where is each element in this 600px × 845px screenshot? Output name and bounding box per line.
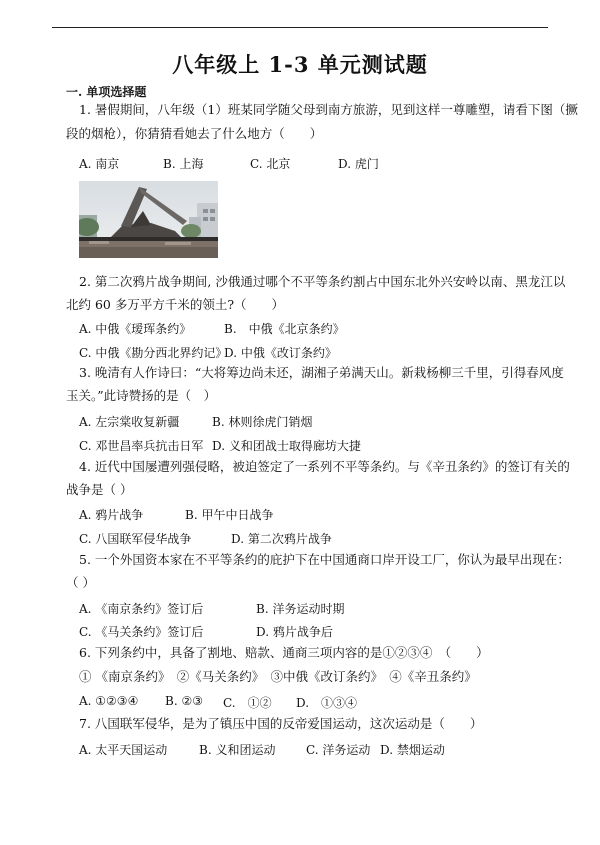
question-1-option-b: B. 上海 <box>163 157 204 171</box>
question-2-option-d: D. 中俄《改订条约》 <box>224 346 337 360</box>
question-7-option-d: D. 禁烟运动 <box>380 743 445 757</box>
question-6-line-1: 6. 下列条约中，具备了割地、赔款、通商三项内容的是①②③④ （ ） <box>79 645 489 660</box>
question-4-option-b: B. 甲午中日战争 <box>185 508 274 522</box>
question-6-option-b: B. ②③ <box>165 694 203 708</box>
question-7-line-1: 7. 八国联军侵华，是为了镇压中国的反帝爱国运动，这次运动是（ ） <box>79 716 483 731</box>
question-7-option-a: A. 太平天国运动 <box>79 743 168 757</box>
question-2-line-1: 2. 第二次鸦片战争期间, 沙俄通过哪个不平等条约割占中国东北外兴安岭以南、黑龙江以 <box>79 274 566 289</box>
question-3-option-b: B. 林则徐虎门销烟 <box>212 415 313 429</box>
sculpture-photo <box>79 181 218 258</box>
question-4-line-1: 4. 近代中国屡遭列强侵略，被迫签定了一系列不平等条约。与《辛丑条约》的签订有关的 <box>79 459 570 474</box>
question-7-option-c: C. 洋务运动 <box>306 743 371 757</box>
question-3-option-c: C. 邓世昌率兵抗击日军 <box>79 439 204 453</box>
question-5-option-d: D. 鸦片战争后 <box>256 625 333 639</box>
question-2-option-a: A. 中俄《瑷珲条约》 <box>79 322 192 336</box>
question-1-line-2: 段的烟枪），你猜猜看她去了什么地方（ ） <box>66 126 323 141</box>
question-4-line-2: 战争是（ ） <box>66 482 133 497</box>
question-1-line-1: 1. 暑假期间，八年级（1）班某同学随父母到南方旅游，见到这样一尊雕塑，请看下图（撅 <box>79 102 578 117</box>
question-3-line-1: 3. 晚清有人作诗曰：“大将筹边尚未还，湖湘子弟满天山。新栽杨柳三千里，引得春风度 <box>79 365 564 380</box>
question-4-option-d: D. 第二次鸦片战争 <box>231 532 332 546</box>
question-7-option-b: B. 义和团运动 <box>199 743 276 757</box>
section-heading: 一. 单项选择题 <box>66 85 147 99</box>
question-4-option-a: A. 鸦片战争 <box>79 508 144 522</box>
question-1-option-d: D. 虎门 <box>338 157 379 171</box>
top-rule <box>52 27 548 28</box>
question-5-option-a: A. 《南京条约》签订后 <box>79 602 204 616</box>
question-2-line-2: 北约 60 多万平方千米的领土?（ ） <box>66 297 285 312</box>
question-1-option-a: A. 南京 <box>79 157 120 171</box>
question-5-option-c: C. 《马关条约》签订后 <box>79 625 204 639</box>
question-5-line-2: （ ） <box>66 575 95 590</box>
question-2-option-b: B. 中俄《北京条约》 <box>224 322 345 336</box>
question-5-line-1: 5. 一个外国资本家在不平等条约的庇护下在中国通商口岸开设工厂，你认为最早出现在： <box>79 552 570 567</box>
question-1-option-c: C. 北京 <box>250 157 291 171</box>
question-6-option-c: C. ①② <box>223 696 272 710</box>
question-6-option-a: A. ①②③④ <box>79 694 139 708</box>
question-6-line-2: ① 《南京条约》 ②《马关条约》 ③中俄《改订条约》 ④《辛丑条约》 <box>79 669 477 684</box>
question-6-option-d: D. ①③④ <box>296 696 358 710</box>
question-2-option-c: C. 中俄《勘分西北界约记》 <box>79 346 228 360</box>
question-3-option-a: A. 左宗棠收复新疆 <box>79 415 180 429</box>
question-4-option-c: C. 八国联军侵华战争 <box>79 532 192 546</box>
question-5-option-b: B. 洋务运动时期 <box>256 602 345 616</box>
question-3-option-d: D. 义和团战士取得廊坊大捷 <box>212 439 361 453</box>
question-3-line-2: 玉关。”此诗赞扬的是（ ） <box>66 388 217 403</box>
page-title: 八年级上 1-3 单元测试题 <box>172 52 428 77</box>
